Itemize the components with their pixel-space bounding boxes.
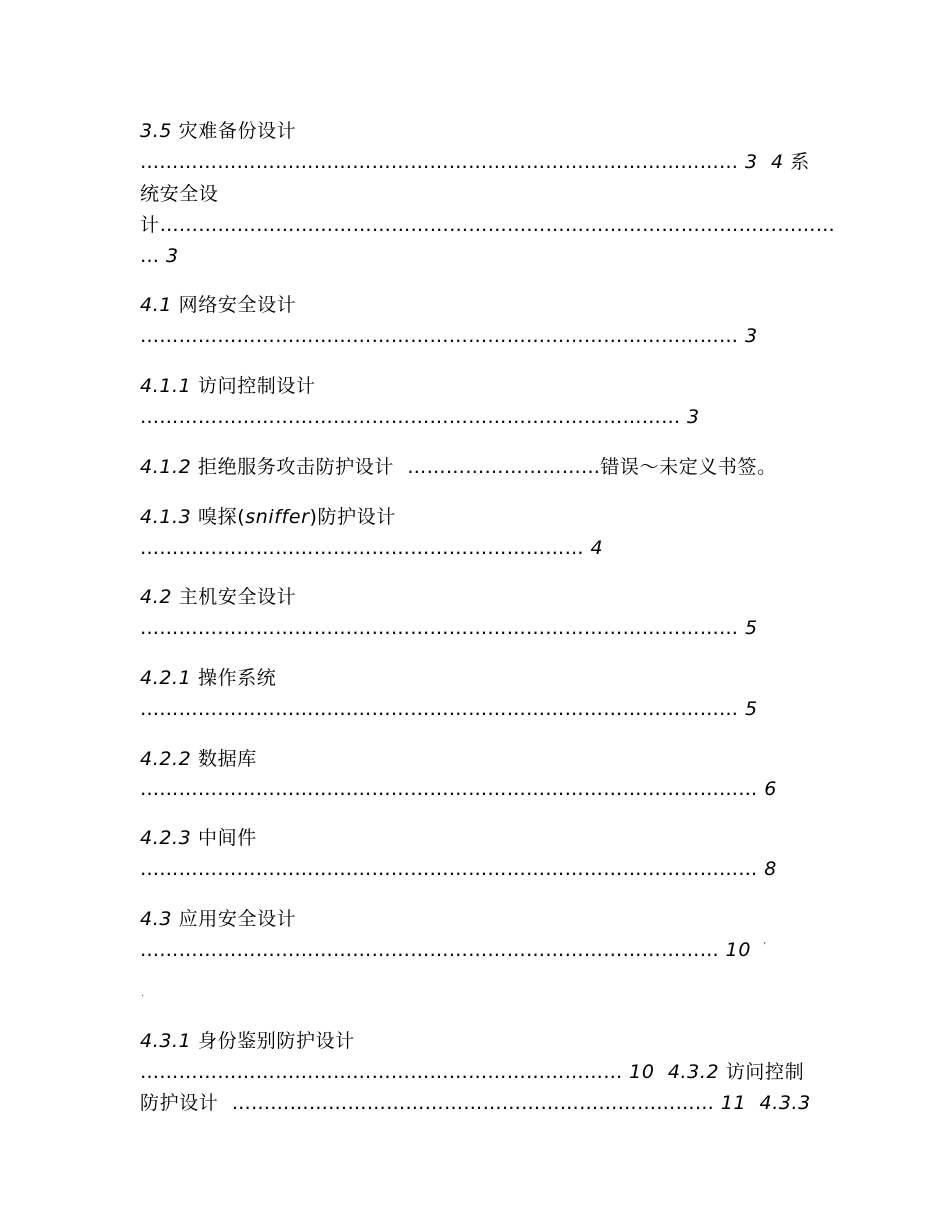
leader-dots: …………………………………………………………………………………… — [140, 858, 758, 880]
toc-entry-4-3-1-leader — [140, 1060, 804, 1084]
page-number: 3 — [687, 406, 700, 428]
toc-title: 灾难备份设计 — [178, 120, 297, 142]
page-number: 11 — [720, 1092, 747, 1114]
toc-entry-4-1-title — [140, 293, 296, 317]
toc-entry-3-5-title — [140, 119, 296, 143]
toc-number: 4.1 — [140, 294, 173, 316]
toc-entry-4-2-1-title — [140, 666, 276, 690]
toc-title: )防护设计 — [309, 506, 396, 528]
leader-dots: ………………………………………………………………… — [140, 1061, 623, 1083]
toc-number: 3.5 — [140, 120, 173, 142]
leader-dots: … — [140, 245, 160, 267]
page-error-text: 错误～未定义书签。 — [600, 456, 777, 478]
toc-entry-4-1-2 — [140, 455, 777, 479]
toc-title: 系 — [790, 151, 810, 173]
page-number: 5 — [744, 617, 758, 639]
toc-entry-4-3-leader — [140, 938, 751, 962]
page-number: 3 — [744, 151, 758, 173]
toc-title: 嗅探( — [198, 506, 246, 528]
toc-number: 4.2 — [140, 586, 173, 608]
toc-entry-4-2-2-title — [140, 747, 257, 771]
leader-dots: ………………………… — [407, 456, 601, 478]
toc-entry-4-3-1-title — [140, 1029, 355, 1053]
leader-dots: ………………………………………………………………………………… — [140, 325, 739, 347]
toc-number: 4.2.2 — [140, 748, 192, 770]
toc-title: 计 — [140, 214, 160, 236]
toc-entry-4-2-1-leader — [140, 697, 758, 721]
toc-entry-4-2-3-leader — [140, 857, 777, 881]
toc-title: 主机安全设计 — [178, 586, 297, 608]
leader-dots: ……………………………………………………………………………… — [140, 939, 719, 961]
toc-title: 中间件 — [198, 827, 257, 849]
page-number: 3 — [744, 325, 758, 347]
toc-title: 数据库 — [198, 748, 257, 770]
page-number: 10 — [629, 1061, 655, 1083]
toc-number: 4.3.1 — [140, 1030, 192, 1052]
toc-entry-4-page — [140, 244, 179, 268]
page-number: 4 — [590, 537, 604, 559]
toc-title: 拒绝服务攻击防护设计 — [198, 456, 395, 478]
leader-dots: ………………………………………………………………… — [231, 1092, 715, 1114]
leader-dots: …………………………………………………………………………………… — [140, 778, 758, 800]
leader-dots: ………………………………………………………………………………… — [140, 151, 739, 173]
leader-dots: ………………………………………………………………………………… — [140, 698, 739, 720]
toc-number: 4.1.3 — [140, 506, 192, 528]
page-number: 5 — [744, 698, 758, 720]
toc-entry-4-2-leader — [140, 616, 758, 640]
toc-number: 4.3 — [140, 908, 173, 930]
toc-entry-4-1-3-leader — [140, 536, 603, 560]
toc-title: 身份鉴别防护设计 — [198, 1030, 355, 1052]
page-number: 8 — [764, 858, 777, 880]
stray-mark: . — [141, 988, 145, 999]
toc-title: 网络安全设计 — [178, 294, 297, 316]
toc-number: 4 — [770, 151, 784, 173]
toc-number: 4.3.2 — [667, 1061, 720, 1083]
toc-entry-4-1-1-leader — [140, 405, 700, 429]
toc-title: 访问控制设计 — [198, 375, 316, 397]
toc-entry-4-2-title — [140, 585, 296, 609]
toc-title-italic: sniffer — [245, 506, 310, 528]
page-number: 6 — [764, 778, 777, 800]
toc-title: 操作系统 — [198, 667, 277, 689]
toc-entry-4-3-title — [140, 907, 296, 931]
toc-title: 应用安全设计 — [178, 908, 297, 930]
leader-dots: …………………………………………………………… — [140, 537, 584, 559]
page-number: 10 — [725, 939, 752, 961]
stray-mark: ’ — [763, 941, 767, 952]
toc-entry-4-3-2-leader — [140, 1091, 811, 1115]
toc-title: 访问控制 — [725, 1061, 805, 1083]
toc-entry-4-1-3-title — [140, 505, 396, 529]
toc-entry-3-5-leader — [140, 150, 810, 174]
leader-dots: …………………………………………………………………………………………… — [159, 214, 836, 236]
toc-entry-4-leader — [140, 213, 835, 237]
toc-title: 防护设计 — [140, 1092, 219, 1114]
toc-number: 4.1.2 — [140, 456, 192, 478]
page-number: 3 — [165, 245, 179, 267]
leader-dots: ………………………………………………………………………………… — [140, 617, 739, 639]
toc-entry-4-2-3-title — [140, 826, 257, 850]
leader-dots: ………………………………………………………………………… — [140, 406, 681, 428]
toc-number: 4.2.1 — [140, 667, 192, 689]
toc-number: 4.2.3 — [140, 827, 192, 849]
toc-entry-4-2-2-leader — [140, 777, 777, 801]
toc-number: 4.3.3 — [759, 1092, 811, 1114]
toc-number: 4.1.1 — [140, 375, 192, 397]
toc-entry-4-1-1-title — [140, 374, 316, 398]
toc-entry-4-title — [140, 182, 218, 206]
toc-title: 统安全设 — [140, 183, 219, 205]
toc-entry-4-1-leader — [140, 324, 758, 348]
